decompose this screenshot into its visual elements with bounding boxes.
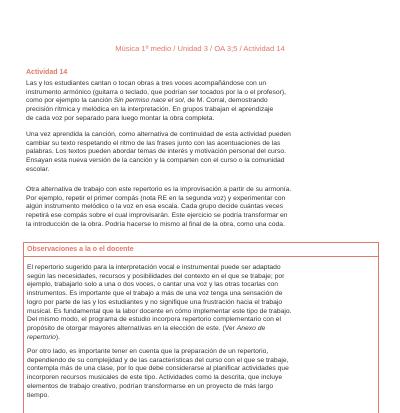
text-line: repertorio). xyxy=(27,333,61,341)
text-line: precisión rítmica y melódica en la interpretación. En grupos trabajan el aprendizaje xyxy=(26,106,274,114)
text-line: de cada voz por separado para luego montar la obra completa. xyxy=(26,114,215,122)
text-line: incorporen recursos musicales de este tipo. Actividades como la descrita, que incluye xyxy=(27,374,283,382)
text-line: Una vez aprendida la canción, como alternativa de continuidad de esta actividad pueden xyxy=(26,131,291,138)
text-line: dependiendo de su complejidad y de las características del curso con el que se trabaje, xyxy=(27,356,289,364)
italic-text: Sin permiso nace el sol xyxy=(113,97,184,105)
activity-paragraph-2 xyxy=(26,131,376,175)
text-line: El repertorio sugerido para la interpretación vocal e instrumental puede ser adaptado xyxy=(27,264,281,271)
text-line: palabras. Los textos pueden abordar temas de interés y motivación personal del curso. xyxy=(26,148,287,156)
observations-paragraph-1 xyxy=(27,264,375,342)
text-line: según las necesidades, recursos y posibilidades del contexto en el que se trabaje; por xyxy=(27,272,285,280)
text-line: logro por parte de las y los estudiantes y no signifique una frustración hacia el trabajo xyxy=(27,298,283,306)
text-line: musical. Es fundamental que la labor docente en cómo implementar este tipo de trabajo. xyxy=(27,307,292,315)
text-line: Por ejemplo, repetir el primer compás (nota RE en la segunda voz) y experimentar con xyxy=(26,194,286,202)
text-line: escolar. xyxy=(26,165,50,173)
italic-text: repertorio xyxy=(27,333,56,341)
text-line: Por otro lado, es importante tener en cuenta que la preparación de un repertorio, xyxy=(27,348,269,355)
text-line: contempla más de una clase, por lo que debe considerarse al planificar actividades que xyxy=(27,365,289,373)
teacher-observations-box xyxy=(23,242,379,413)
text-line: algún instrumento melódico o la voz en esa escala. Cada grupo decide cuántas veces xyxy=(26,203,284,211)
text-line: instrumentos. Es importante que el trabajo a más de una voz tenga una sensación de xyxy=(27,290,283,298)
text-line: Ensayan esta nueva versión de la canción y la comparten con el curso o la comunidad xyxy=(26,157,285,165)
text-line: instrumento armónico (guitarra o teclado, que podrían ser tocados por la o el profesor), xyxy=(26,88,287,96)
text-line: cambiar su texto respetando el ritmo de las frases junto con las acentuaciones de las xyxy=(26,139,281,147)
text-line: Las y los estudiantes cantan o tocan obras a tres voces acompañándose con un xyxy=(26,80,267,87)
text-line: propósito de otorgar mayores alternativas en la elección de este. (Ver Anexo de xyxy=(27,324,266,332)
text-line: Otra alternativa de trabajo con este repertorio es la improvisación a partir de su armonía. xyxy=(26,186,292,193)
activity-title: Actividad 14 xyxy=(26,69,68,76)
italic-text: Anexo de xyxy=(236,324,266,332)
activity-paragraph-3 xyxy=(26,186,376,230)
text-line: Del mismo modo, el programa de estudio incorpora repertorio complementario con el xyxy=(27,316,281,324)
text-line: la introducción de la obra. Podría hacerse lo mismo al final de la obra, como una coda. xyxy=(26,220,285,228)
text-line: repetirá ese compás sobre el cual improvisarán. Este ejercicio se podría transformar en xyxy=(26,212,288,220)
observations-paragraph-2 xyxy=(27,348,375,400)
activity-paragraph-1 xyxy=(26,80,376,124)
text-line: ejemplo, trabajarlo solo a una o dos voces, o cantar una voz y las otras tocarlas con xyxy=(27,281,279,289)
page-header: Música 1º medio / Unidad 3 / OA 3;5 / Actividad 14 xyxy=(115,44,285,53)
text-line: tiempo. xyxy=(27,391,50,399)
observations-title: Observaciones a la o el docente xyxy=(24,243,378,257)
text-line: como por ejemplo la canción Sin permiso nace el sol, de M. Corral, demostrando xyxy=(26,97,268,105)
text-line: elementos de trabajo creativo, podrían transformarse en un proyecto de más largo xyxy=(27,382,274,390)
